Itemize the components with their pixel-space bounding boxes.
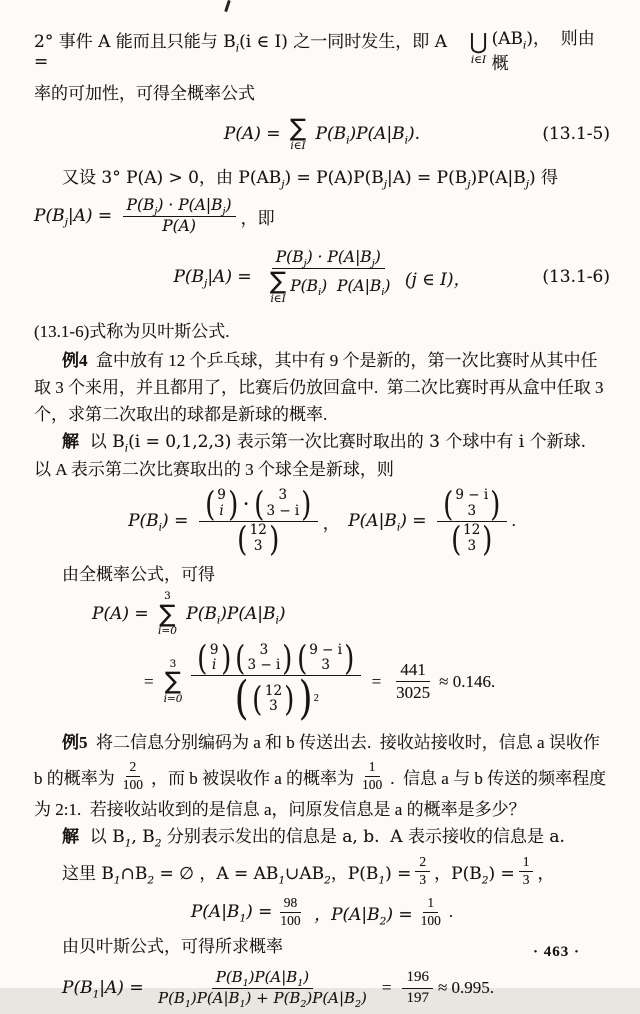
right-paren: ): [490, 483, 501, 524]
f-inline-lhs: $P(B_j|A)$ =: [34, 206, 118, 229]
total-probability-intro: 由全概率公式，可得: [62, 565, 215, 584]
left-paren: (: [234, 671, 249, 726]
right-paren: ): [482, 518, 493, 559]
binomial-12-3: [251, 679, 295, 719]
binom-top: 3: [259, 641, 269, 658]
f7-period: .: [511, 511, 516, 530]
binom-bottom: 3: [467, 537, 477, 554]
setup-terms-1: 这里 $B_1\cap B_2$ = ∅ ，$A = AB_1\cup AB_2$，$P(B_1)$ =: [62, 863, 412, 886]
fraction-denominator: 3025: [396, 683, 431, 702]
fraction-denominator: 3: [522, 871, 530, 887]
example5-text-1: 将二信息分别编码为 a 和 b 传送出去. 接收站接收时，信息 a 误收作: [87, 733, 600, 752]
final-bayes-formula: [62, 962, 610, 1014]
f9-result-fraction: [402, 969, 433, 1007]
binom-top: 9: [209, 641, 219, 658]
intro-line-2: 率的可加性，可得全概率公式: [34, 84, 255, 103]
binom-top: 12: [264, 682, 283, 699]
setup-terms-2: ，$P(B_2)$ =: [434, 863, 515, 886]
fraction-numerator: $P(B_j) \cdot P(A|B_j)$: [123, 197, 236, 217]
example4-solution-1: [34, 428, 610, 456]
example5-solution-1: [34, 823, 610, 851]
solution-text: 以 $B_i(i = 0,1,2,3)$ 表示第一次比赛时取出的 3 个球中有 i 个新球.: [79, 432, 586, 455]
f8-rhs: $P(B_i)P(A|B_i)$: [180, 604, 286, 627]
example5-line-3: 为 2:1. 若接收站收到的是信息 a，问原发信息是 a 的概率是多少？: [34, 800, 526, 819]
prob-fraction: [415, 855, 430, 888]
f8-lhs: P(A) =: [92, 604, 155, 624]
sum-operator: [158, 591, 177, 637]
binom-bottom: i: [219, 502, 224, 519]
binom-bottom: 3: [253, 537, 263, 554]
sum-limit: i∈I: [290, 139, 306, 152]
sum-operator: [289, 113, 307, 152]
sigma-icon: ∑: [159, 599, 176, 628]
binomial-3-3mi: [253, 483, 313, 524]
f7-lhs-2: $P(A|B_i)$ =: [348, 511, 432, 534]
fraction-numerator: 441: [396, 660, 430, 682]
prob-fraction: [358, 760, 386, 793]
sigma-icon: ∑: [270, 267, 287, 296]
f9-approx: ≈ 0.995.: [437, 978, 495, 997]
f9-numerator: $P(B_1)P(A|B_1)$: [212, 969, 313, 988]
f8-result-fraction: [392, 660, 434, 702]
example4-line-2: 取 3 个来用，并且都用了，比赛后仍放回盒中. 第二次比赛时再从盒中任取 3: [34, 378, 604, 397]
left-paren: (: [450, 518, 461, 559]
right-paren: ): [298, 671, 312, 726]
example5-label: 例5: [62, 733, 88, 752]
inline-fraction: [123, 197, 236, 236]
prob-fraction: [417, 896, 445, 929]
f5-lhs: P(A) =: [223, 124, 286, 144]
right-paren: ): [282, 638, 293, 678]
binom-top: 9: [217, 487, 226, 504]
example5-setup-line: [34, 851, 610, 891]
bayes-name-line: (13.1-6)式称为贝叶斯公式.: [34, 322, 230, 341]
fraction-numerator: 1: [519, 855, 534, 872]
intro-text-1: 2° 事件 A 能而且只能与 $B_i(i$ ∈ I) 之一同时发生，即 A =: [34, 31, 453, 72]
binom-bottom: 3: [321, 657, 330, 673]
binomial-12-3: [450, 518, 494, 559]
setup-comma: ，: [537, 863, 555, 883]
sum-operator: [270, 267, 287, 306]
fraction-numerator: 98: [280, 896, 302, 913]
formula-pa-line-1: [92, 590, 610, 638]
f8-fraction: [191, 638, 360, 726]
left-paren: (: [297, 638, 308, 678]
equation-number: (13.1-5): [542, 124, 610, 144]
bayes-derivation-line-1: 又设 3° P(A) > 0，由 $P(AB_j) = P(A)P(B_j|A) = P(B_j)P(A|B_j)$ 得: [62, 168, 559, 191]
binom-top: 12: [249, 522, 267, 539]
cond-lhs-2: ，$P(A|B_2)$ =: [308, 904, 413, 927]
binomial-9mi-3: [296, 638, 356, 678]
prob-fraction: [119, 760, 147, 793]
formula-13-1-5: [34, 111, 610, 157]
intro-line-1: [34, 24, 610, 74]
f7-fraction-1: [199, 483, 318, 559]
example4-text-1: 盒中放有 12 个乒乓球，其中有 9 个是新的，第一次比赛时从其中任: [87, 351, 598, 370]
fraction-denominator: 100: [280, 912, 301, 928]
binom-bottom: 3: [269, 698, 278, 714]
example4-solution-2: 以 A 表示第二次比赛取出的 3 个球全是新球，则: [34, 460, 394, 479]
solution-label: 解: [62, 827, 79, 846]
fraction-numerator: 1: [423, 896, 438, 913]
formula-13-1-6: [34, 246, 610, 308]
scan-artifact: [224, 0, 231, 12]
cond-lhs-1: $P(A|B_1)$ =: [190, 902, 273, 925]
binom-top: 9 − i: [455, 487, 489, 504]
bayes-derivation-line-2: [34, 194, 610, 238]
left-paren: (: [235, 638, 246, 678]
union-operator: [469, 29, 488, 66]
example4-line-1: [34, 347, 610, 374]
binomial-12-3: [236, 518, 280, 559]
multiplication-dot: ·: [243, 493, 249, 513]
f6-fraction: [262, 249, 394, 304]
prob-fraction: [519, 855, 534, 888]
formula-pbi: [34, 485, 610, 557]
sigma-icon: ∑: [289, 113, 307, 142]
f9-lhs: $P(B_1|A)$ =: [62, 978, 149, 1001]
example4-label: 例4: [62, 351, 88, 370]
f7-lhs: $P(B_i)$ =: [128, 511, 194, 534]
e5-t3: . 信息 a 与 b 传送的频率程度: [390, 768, 607, 788]
f7-denominator-2: [445, 518, 499, 559]
example5-line-2: [34, 756, 610, 796]
intro-text-2: $(AB_i)$， 则由概: [491, 29, 595, 74]
solution-label: 解: [62, 432, 79, 451]
e5-t2: ，而 b 被误收作 a 的概率为: [151, 768, 355, 788]
left-paren: (: [443, 483, 454, 524]
binom-top: 12: [463, 522, 481, 539]
union-limit: i∈I: [470, 53, 487, 66]
fraction-numerator: 2: [126, 760, 141, 777]
fraction-numerator: 196: [402, 969, 433, 988]
sum-upper-limit: 3: [164, 590, 171, 603]
conditional-prob-line: [34, 891, 610, 933]
f7-numerator: [199, 483, 318, 524]
binomial-9-i: [204, 483, 240, 524]
fraction-denominator: 100: [420, 912, 441, 928]
f7-separator: ，: [322, 513, 349, 533]
binom-top: 9 − i: [309, 641, 343, 658]
right-paren: ): [220, 638, 231, 678]
equals-sign: =: [381, 978, 392, 997]
e5-t1: b 的概率为: [34, 768, 115, 788]
left-paren: (: [204, 483, 215, 524]
f6-numerator: $P(B_j) \cdot P(A|B_j)$: [272, 249, 385, 269]
cond-period: .: [448, 902, 454, 921]
right-paren: ): [301, 483, 312, 524]
fraction-denominator: P(A): [162, 216, 196, 235]
right-paren: ): [284, 679, 295, 719]
fraction-numerator: 2: [415, 855, 430, 872]
example4-line-3: 个，求第二次取出的球都是新球的概率.: [34, 405, 328, 424]
fraction-denominator: 100: [362, 776, 383, 792]
sum-upper-limit: 3: [169, 657, 177, 670]
right-paren: ): [269, 518, 280, 559]
page-number: · 463 ·: [532, 944, 580, 960]
sum-lower-limit: i=0: [158, 625, 177, 638]
sum-operator: [164, 659, 183, 705]
fraction-numerator: 1: [365, 760, 380, 777]
left-paren: (: [254, 483, 265, 524]
fraction-denominator: 3: [419, 871, 427, 887]
f8-numerator: [191, 638, 360, 678]
sigma-icon: ∑: [164, 667, 182, 696]
example5-line-1: [34, 729, 610, 756]
f8-approx: ≈ 0.146.: [439, 671, 496, 691]
equals-sign: =: [371, 671, 382, 691]
binom-bottom: 3 − i: [247, 657, 281, 673]
f5-rhs: $P(B_i)P(A|B_i)$.: [310, 124, 421, 147]
left-paren: (: [252, 679, 263, 719]
sum-limit: i∈I: [270, 293, 286, 306]
union-icon: ⋃: [469, 29, 488, 55]
binomial-3-3mi: [234, 638, 294, 678]
left-paren: (: [237, 518, 248, 559]
f7-fraction-2: [437, 483, 507, 559]
f9-denominator: $P(B_1)P(A|B_1) + P(B_2)P(A|B_2)$: [157, 988, 367, 1010]
derivation-tail: ，即: [240, 208, 275, 228]
f6-condition: (j ∈ I)，: [399, 269, 471, 290]
binomial-9mi-3: [442, 483, 502, 524]
bayes-apply-line: 由贝叶斯公式，可得所求概率: [62, 937, 283, 956]
prob-fraction: [276, 896, 304, 929]
binom-bottom: 3 − i: [266, 502, 300, 519]
right-paren: ): [344, 638, 355, 678]
fraction-denominator: 197: [406, 989, 429, 1006]
f8-denominator: ( ( 12 3 ) ) 2: [234, 671, 319, 726]
binomial-9-i: [196, 638, 232, 678]
f7-denominator: [231, 518, 285, 559]
formula-pa-line-2: [138, 638, 610, 726]
solution-text: 以 $B_1$, $B_2$ 分别表示发出的信息是 a, b. A 表示接收的信息是 a.: [79, 827, 565, 850]
f6-denominator: [262, 269, 394, 304]
binom-bottom: 3: [467, 502, 477, 519]
f6-lhs: $P(B_j|A)$ =: [173, 267, 258, 290]
binom-bottom: i: [212, 657, 217, 673]
left-paren: (: [197, 638, 208, 678]
f6-den-terms: $P(B_i)$ $P(A|B_i)$: [290, 277, 391, 299]
right-paren: ): [228, 483, 239, 524]
equation-number: (13.1-6): [542, 267, 610, 287]
f7-numerator-2: [437, 483, 507, 524]
binom-top: 3: [278, 487, 288, 504]
equals-sign: =: [144, 671, 154, 691]
f9-fraction: [154, 968, 371, 1010]
sum-lower-limit: i=0: [163, 692, 183, 705]
fraction-denominator: 100: [122, 776, 143, 792]
